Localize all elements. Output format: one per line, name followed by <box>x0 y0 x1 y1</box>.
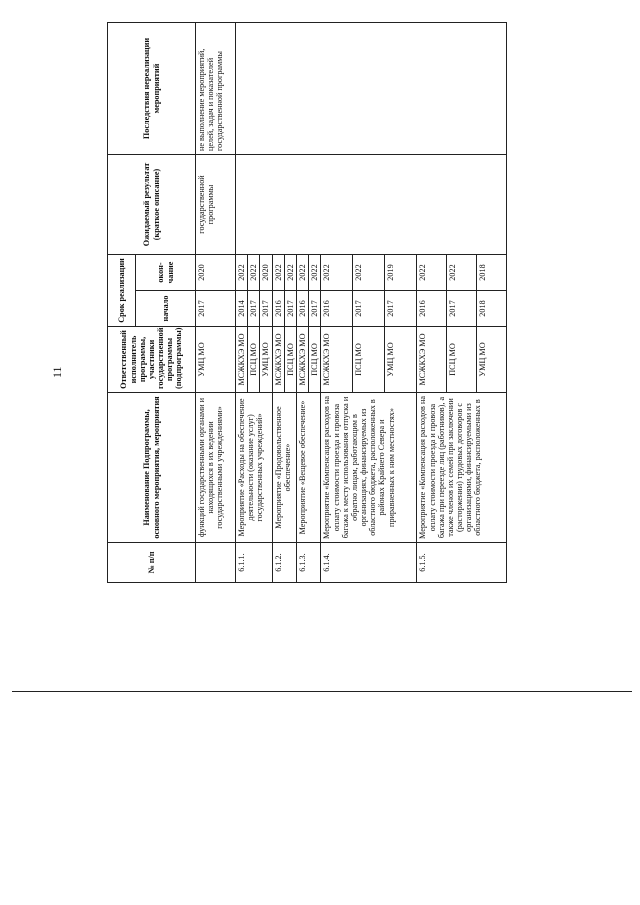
cell-end: 2022 <box>309 255 321 291</box>
cell-start: 2017 <box>196 291 236 327</box>
cell-executor: ПСЦ МО <box>309 327 321 393</box>
cell-end: 2022 <box>353 255 385 291</box>
program-table <box>107 22 507 583</box>
cell-executor: МСЖКХЭ МО <box>236 327 248 393</box>
cell-name: функций государственными органами и находящихся в их ведении государственными учреждениями» <box>196 393 236 543</box>
cell-executor: МСЖКХЭ МО <box>417 327 447 393</box>
cell-executor: МСЖКХЭ МО <box>272 327 284 393</box>
bottom-divider <box>12 691 632 692</box>
cell-num: 6.1.4. <box>321 543 417 583</box>
cell-executor: МСЖКХЭ МО <box>296 327 308 393</box>
cell-end: 2022 <box>236 255 248 291</box>
cell-end: 2022 <box>447 255 477 291</box>
cell-start: 2018 <box>477 291 507 327</box>
cell-name: Мероприятие «Продовольственное обеспечение» <box>272 393 296 543</box>
cell-start: 2017 <box>260 291 272 327</box>
cell-start: 2017 <box>309 291 321 327</box>
cell-end: 2020 <box>196 255 236 291</box>
cell-start: 2017 <box>447 291 477 327</box>
cell-end: 2022 <box>417 255 447 291</box>
cell-name: Мероприятие «Расходы на обеспечение деятельности (оказание услуг) государственных учреждений» <box>236 393 273 543</box>
cell-start: 2017 <box>284 291 296 327</box>
cell-name: Мероприятие «Компенсация расходов на оплату стоимости проезда и провоза багажа к месту использования отпуска и обратно лицам, работающим в организациях, финансируемых из областного бюджета, расположенных в районах Крайнего Севера и приравненных к ним местностях» <box>321 393 417 543</box>
cell-start: 2017 <box>248 291 260 327</box>
cell-end: 2022 <box>284 255 296 291</box>
cell-executor: УМЦ МО <box>385 327 417 393</box>
cell-executor: УМЦ МО <box>196 327 236 393</box>
cell-end: 2022 <box>272 255 284 291</box>
header-start: начало <box>136 291 196 327</box>
header-term: Срок реализации <box>108 255 136 327</box>
cell-name: Мероприятие «Вещевое обеспечение» <box>296 393 320 543</box>
cell-start: 2014 <box>236 291 248 327</box>
cell-start: 2016 <box>321 291 353 327</box>
header-num: № п/п <box>108 543 196 583</box>
table-row <box>236 23 248 583</box>
header-result: Ожидаемый результат (краткое описание) <box>108 155 196 255</box>
cell-executor: ПСЦ МО <box>284 327 296 393</box>
header-end: окон-чание <box>136 255 196 291</box>
cell-consequences: не выполнение мероприятий, целей, задач и показателей государственной программы <box>196 23 236 155</box>
cell-executor: ПСЦ МО <box>248 327 260 393</box>
cell-executor: УМЦ МО <box>477 327 507 393</box>
cell-executor: УМЦ МО <box>260 327 272 393</box>
cell-num: 6.1.1. <box>236 543 273 583</box>
cell-executor: МСЖКХЭ МО <box>321 327 353 393</box>
cell-num: 6.1.5. <box>417 543 507 583</box>
cell-executor: ПСЦ МО <box>353 327 385 393</box>
cell-end: 2022 <box>296 255 308 291</box>
header-name: Наименование Подпрограммы, основного мероприятия, мероприятия <box>108 393 196 543</box>
cell-result: государственной программы <box>196 155 236 255</box>
header-consequences: Последствия нереализации мероприятий <box>108 23 196 155</box>
cell-end: 2019 <box>385 255 417 291</box>
cell-start: 2016 <box>272 291 284 327</box>
cell-result <box>236 155 507 255</box>
cell-consequences <box>236 23 507 155</box>
cell-end: 2018 <box>477 255 507 291</box>
header-executor: Ответственный исполнитель программы, участники государственной программы (подпрограммы) <box>108 327 196 393</box>
cell-start: 2016 <box>417 291 447 327</box>
cell-num: 6.1.3. <box>296 543 320 583</box>
cell-name: Мероприятие «Компенсация расходов на оплату стоимости проезда и провоза багажа при переезде лиц (работников), а также членов их семей при заключении (расторжении) трудовых договоров с организациями, финансируемыми из областного бюджета, расположенных в <box>417 393 507 543</box>
cell-num: 6.1.2. <box>272 543 296 583</box>
cell-end: 2022 <box>321 255 353 291</box>
cell-start: 2017 <box>385 291 417 327</box>
page-number: 11 <box>50 366 64 378</box>
program-table-wrapper <box>107 23 583 583</box>
cell-start: 2017 <box>353 291 385 327</box>
cell-start: 2016 <box>296 291 308 327</box>
cell-num <box>196 543 236 583</box>
cell-executor: ПСЦ МО <box>447 327 477 393</box>
table-row <box>196 23 236 583</box>
cell-end: 2022 <box>248 255 260 291</box>
cell-end: 2020 <box>260 255 272 291</box>
